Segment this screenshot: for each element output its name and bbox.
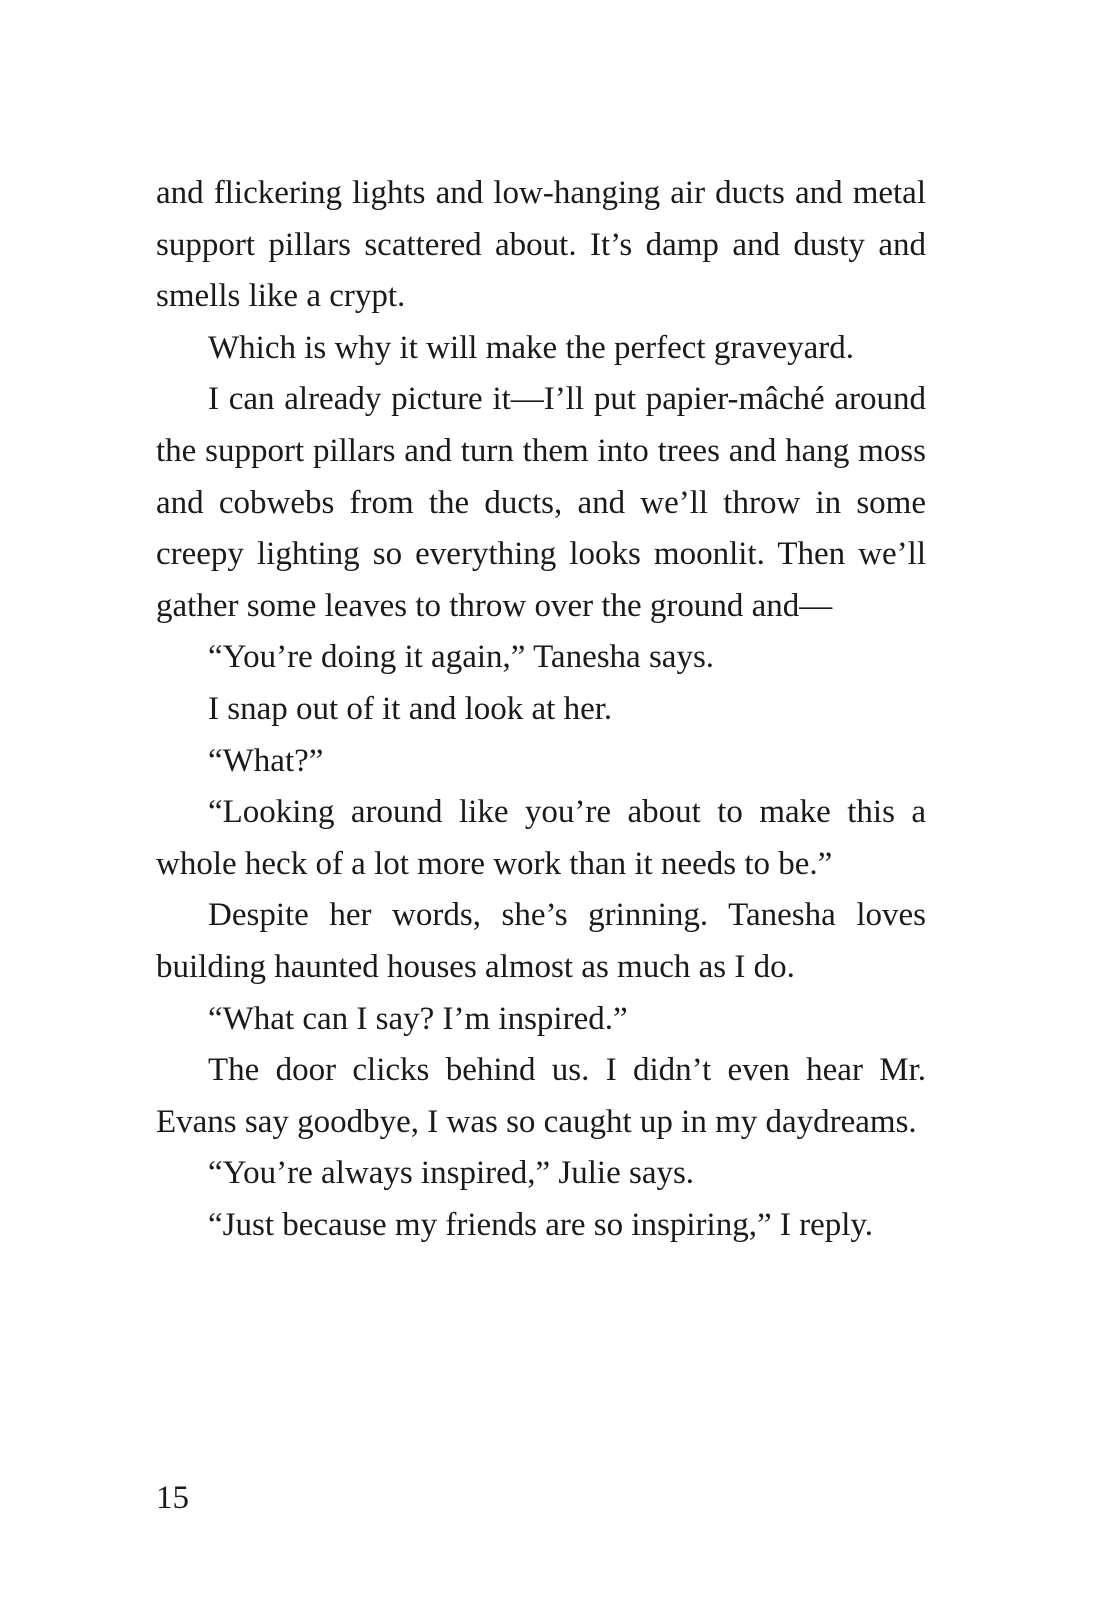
paragraph: I snap out of it and look at her.	[208, 690, 613, 727]
paragraph: “You’re always inspired,” Julie says.	[208, 1155, 695, 1192]
paragraph: The door clicks behind us. I didn’t even hear Mr. Evans say goodbye, I was so caught up in my daydreams.	[156, 1052, 926, 1140]
paragraph: Which is why it will make the perfect graveyard.	[208, 329, 855, 366]
paragraph: “Looking around like you’re about to make this a whole heck of a lot more work than it needs to be.”	[156, 794, 926, 882]
paragraph: I can already picture it—I’ll put papier-mâché around the support pillars and turn them into trees and hang moss and cobwebs from the ducts, and we’ll throw in some creepy lighting so everything looks moonlit. Then we’ll gather some leaves to throw over the ground and—	[156, 381, 926, 624]
page-number: 15	[156, 1480, 189, 1516]
body-text	[156, 168, 926, 1251]
paragraph: “You’re doing it again,” Tanesha says.	[208, 639, 715, 676]
paragraph: “Just because my friends are so inspiring,” I reply.	[208, 1206, 873, 1243]
paragraph: Despite her words, she’s grinning. Tanesha loves building haunted houses almost as much as I do.	[156, 897, 926, 985]
paragraph: “What can I say? I’m inspired.”	[208, 1000, 628, 1037]
paragraph-continuation: and flickering lights and low-hanging air ducts and metal support pillars scattered about. It’s damp and dusty and smells like a crypt.	[156, 175, 926, 315]
paragraph: “What?”	[208, 742, 324, 779]
